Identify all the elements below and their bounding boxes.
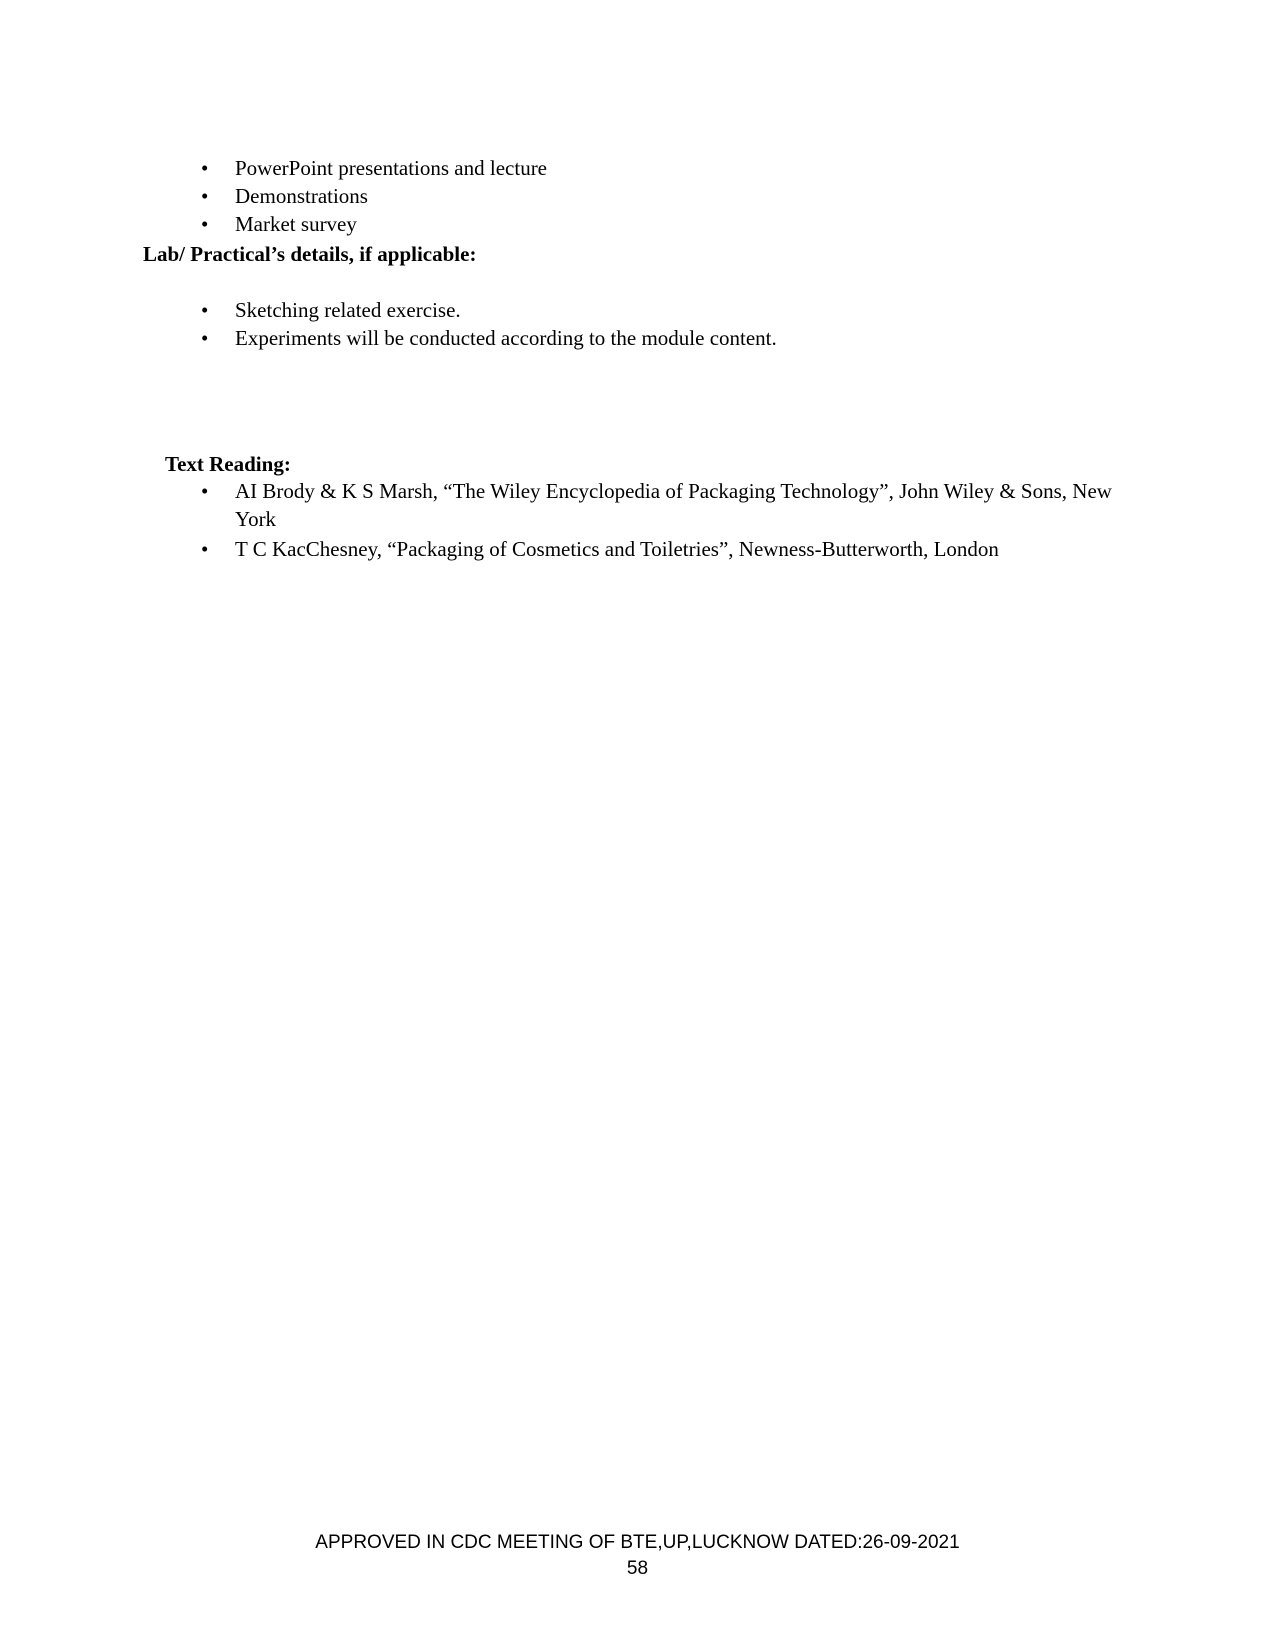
bullet-icon: • [201, 156, 209, 180]
lab-details-list [201, 296, 1101, 352]
bullet-icon: • [201, 298, 209, 322]
lab-section-heading: Lab/ Practical’s details, if applicable: [143, 242, 477, 266]
bullet-icon: • [201, 184, 209, 208]
list-item [201, 324, 1101, 352]
list-item-text: Demonstrations [235, 184, 368, 208]
list-item-text: T C KacChesney, “Packaging of Cosmetics and Toiletries”, Newness-Butterworth, London [235, 537, 999, 561]
bullet-icon: • [201, 479, 209, 503]
list-item [201, 477, 1121, 533]
text-reading-list [201, 477, 1121, 565]
page-number: 58 [626, 1558, 649, 1579]
list-item-text: Experiments will be conducted according to the module content. [235, 326, 777, 350]
footer-approval-note: APPROVED IN CDC MEETING OF BTE,UP,LUCKNOW DATED:26-09-2021 [315, 1532, 960, 1553]
teaching-methods-list [201, 154, 1101, 238]
bullet-icon: • [201, 212, 209, 236]
list-item [201, 296, 1101, 324]
list-item-text: Sketching related exercise. [235, 298, 461, 322]
list-item-text: Market survey [235, 212, 357, 236]
text-reading-heading: Text Reading: [165, 452, 291, 476]
list-item [201, 535, 1121, 563]
list-item-text: AI Brody & K S Marsh, “The Wiley Encyclopedia of Packaging Technology”, John Wiley & Sons, New York [235, 479, 1112, 531]
list-item-text: PowerPoint presentations and lecture [235, 156, 548, 180]
bullet-icon: • [201, 537, 209, 561]
list-item [201, 182, 1101, 210]
list-item [201, 154, 1101, 182]
list-item [201, 210, 1101, 238]
bullet-icon: • [201, 326, 209, 350]
